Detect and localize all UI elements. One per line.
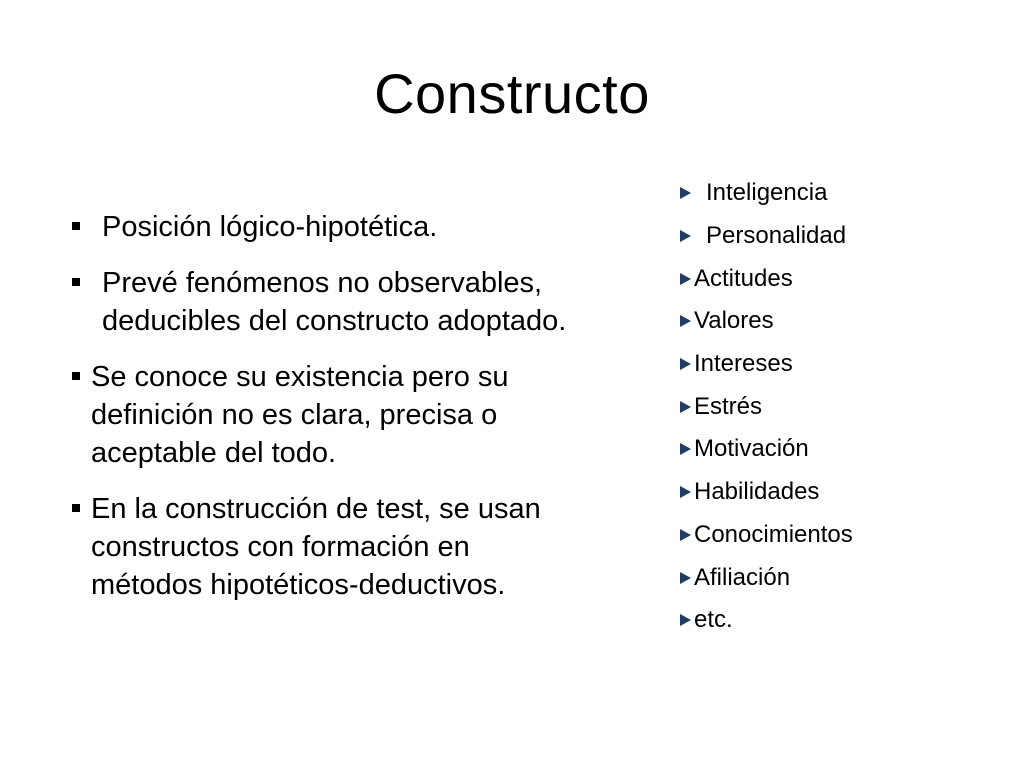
triangle-arrow-bullet-icon bbox=[680, 486, 691, 498]
right-bullet-text: Estrés bbox=[694, 392, 763, 420]
right-bullet-text: Valores bbox=[694, 307, 774, 335]
square-bullet-icon bbox=[72, 222, 80, 230]
left-bullet-text: Prevé fenómenos no observables, deducibles del constructo adoptado. bbox=[102, 267, 567, 337]
triangle-arrow-bullet-icon bbox=[680, 443, 691, 455]
right-bullet-item bbox=[680, 215, 980, 258]
right-bullet-item bbox=[680, 343, 980, 386]
slide-title: Constructo bbox=[374, 62, 650, 125]
right-bullet-item bbox=[680, 172, 980, 215]
right-bullet-text: Habilidades bbox=[694, 478, 820, 506]
triangle-arrow-bullet-icon bbox=[680, 230, 691, 242]
right-bullet-text: Personalidad bbox=[706, 222, 847, 250]
right-bullet-list bbox=[680, 172, 980, 642]
left-bullet-item bbox=[72, 264, 632, 340]
square-bullet-icon bbox=[72, 504, 80, 512]
right-bullet-text: Inteligencia bbox=[706, 179, 828, 207]
right-bullet-item bbox=[680, 599, 980, 642]
right-bullet-item bbox=[680, 385, 980, 428]
triangle-arrow-bullet-icon bbox=[680, 315, 691, 327]
right-bullet-text: Intereses bbox=[694, 350, 793, 378]
triangle-arrow-bullet-icon bbox=[680, 358, 691, 370]
right-bullet-text: Conocimientos bbox=[694, 520, 853, 548]
right-bullet-item bbox=[680, 471, 980, 514]
left-bullet-list bbox=[72, 208, 632, 622]
triangle-arrow-bullet-icon bbox=[680, 572, 691, 584]
left-bullet-item bbox=[72, 208, 632, 246]
square-bullet-icon bbox=[72, 372, 80, 380]
square-bullet-icon bbox=[72, 278, 80, 286]
left-bullet-text: Posición lógico-hipotética. bbox=[102, 211, 438, 243]
right-bullet-item bbox=[680, 514, 980, 557]
left-bullet-text: Se conoce su existencia pero su definición no es clara, precisa o aceptable del todo. bbox=[91, 361, 509, 469]
right-bullet-text: Actitudes bbox=[694, 264, 793, 292]
right-bullet-text: Afiliación bbox=[694, 563, 791, 591]
triangle-arrow-bullet-icon bbox=[680, 529, 691, 541]
right-bullet-text: Motivación bbox=[694, 435, 809, 463]
triangle-arrow-bullet-icon bbox=[680, 614, 691, 626]
triangle-arrow-bullet-icon bbox=[680, 273, 691, 285]
right-bullet-item bbox=[680, 257, 980, 300]
right-bullet-item bbox=[680, 556, 980, 599]
right-bullet-text: etc. bbox=[694, 606, 733, 634]
left-bullet-text: En la construcción de test, se usan constructos con formación en métodos hipotéticos-deductivos. bbox=[91, 493, 541, 601]
triangle-arrow-bullet-icon bbox=[680, 187, 691, 199]
right-bullet-item bbox=[680, 428, 980, 471]
right-bullet-item bbox=[680, 300, 980, 343]
left-bullet-item bbox=[72, 358, 632, 472]
triangle-arrow-bullet-icon bbox=[680, 401, 691, 413]
left-bullet-item bbox=[72, 490, 632, 604]
